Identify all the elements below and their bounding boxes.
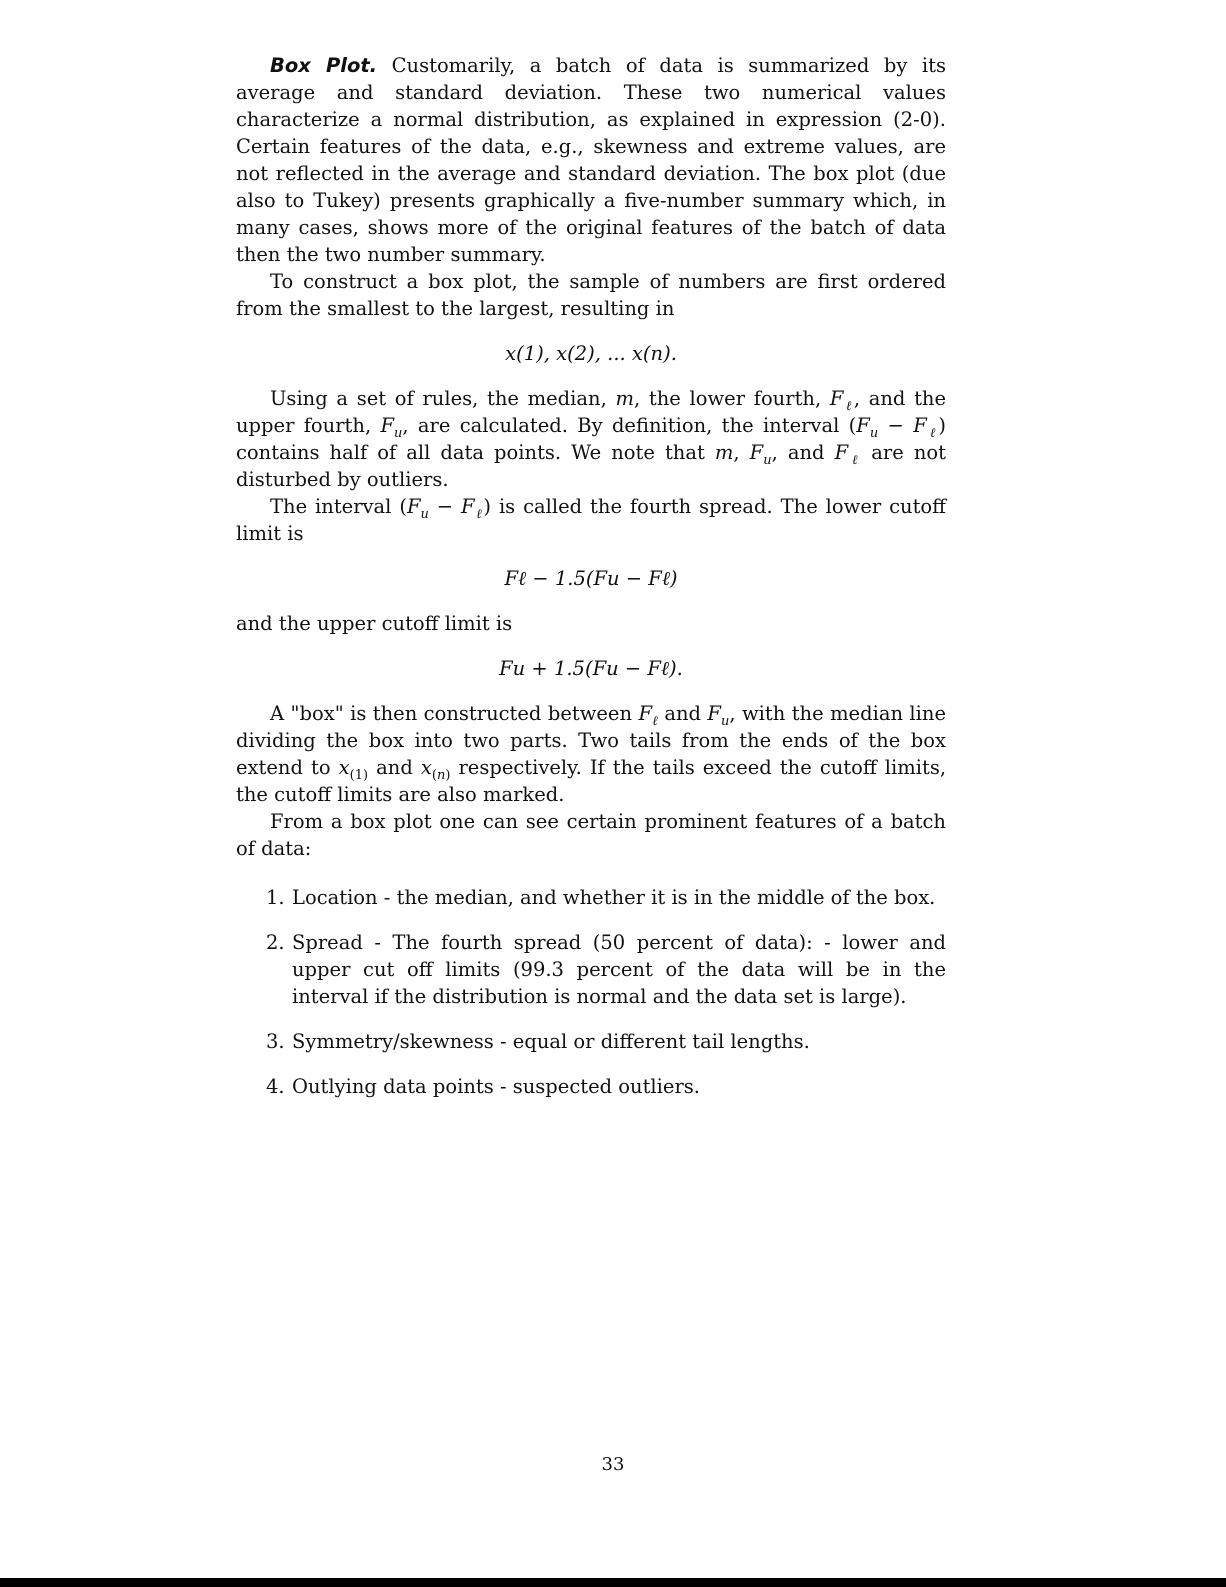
list-text: Spread - The fourth spread (50 percent of data): - lower and upper cut off limits (99.3 percent of the data will be in the interval if the distribution is normal and the data set is large). (292, 931, 946, 1008)
list-number: 2. (266, 931, 285, 954)
feature-list (266, 884, 946, 1100)
text: Using a set of rules, the median, (270, 387, 607, 410)
text: , the lower fourth, (633, 387, 822, 410)
paragraph-text: Customarily, a batch of data is summarized by its average and standard deviation. These two numerical values characterize a normal distribution, as explained in expression (2-0). Certain features of the data, e.g., skewness and extreme values, are not reflected in the average and standard deviation. The box plot (due also to Tukey) presents graphically a five-number summary which, in many cases, shows more of the original features of the batch of data then the two number summary. (236, 54, 946, 266)
text: , and the upper fourth, (236, 387, 946, 437)
list-item (266, 884, 946, 911)
list-text: Symmetry/skewness - equal or different tail lengths. (292, 1030, 810, 1053)
text: , with the median line dividing the box into two parts. Two tails from the ends of the box extend to (236, 702, 947, 779)
text: contains half of all data points. We note that (236, 441, 705, 464)
equation-ordered: x(1), x(2), ... x(n). (505, 342, 677, 365)
section-title: Box Plot. (270, 54, 378, 77)
text: and (787, 441, 825, 464)
list-number: 1. (266, 886, 285, 909)
text: The interval (270, 495, 392, 518)
list-item (266, 929, 946, 1010)
equation-lower-cutoff: Fℓ − 1.5(Fu − Fℓ) (504, 567, 678, 590)
text: is called the fourth spread. The lower cutoff limit is (236, 495, 946, 545)
text: and (376, 756, 413, 779)
text-column (236, 52, 946, 1118)
text: A "box" is then constructed between (270, 702, 633, 725)
paragraph-intro (236, 52, 946, 268)
text: , are calculated. By definition, the interval (402, 414, 840, 437)
text: are not disturbed by outliers. (236, 441, 946, 491)
list-text: Location - the median, and whether it is in the middle of the box. (292, 886, 936, 909)
paragraph-interval: The interval $(F_u - F_\ell)$ is called the fourth spread. The lower cutoff limit is (236, 495, 946, 545)
paragraph-upper-cutoff: and the upper cutoff limit is (236, 612, 513, 635)
paragraph-rules: Using a set of rules, the median, m, the lower fourth, $F_\ell$, and the upper fourth, $F_u$, are calculated. By definition, the interval $(F_u - F_\ell)$ contains half of all data points. We note that m, $F_u$, and $F_\ell$ are not disturbed by outliers. (236, 387, 947, 491)
equation-upper-cutoff: Fu + 1.5(Fu − Fℓ). (499, 657, 683, 680)
list-number: 3. (266, 1030, 285, 1053)
list-item (266, 1028, 946, 1055)
text: respectively. If the tails exceed the cutoff limits, the cutoff limits are also marked. (236, 756, 947, 806)
paragraph-construct: To construct a box plot, the sample of numbers are first ordered from the smallest to the largest, resulting in (236, 270, 946, 320)
paragraph-features: From a box plot one can see certain prominent features of a batch of data: (236, 810, 946, 860)
list-item (266, 1073, 946, 1100)
paragraph-box: A "box" is then constructed between $F_\ell$ and $F_u$, with the median line dividing the box into two parts. Two tails from the ends of the box extend to $x_{(1)}$ and $x_{(n)}$ respectively. If the tails exceed the cutoff limits, the cutoff limits are also marked. (236, 702, 947, 806)
page-number: 33 (601, 1454, 625, 1475)
text: and (664, 702, 701, 725)
scan-border (0, 1578, 1226, 1587)
list-number: 4. (266, 1075, 285, 1098)
list-text: Outlying data points - suspected outliers. (292, 1075, 700, 1098)
